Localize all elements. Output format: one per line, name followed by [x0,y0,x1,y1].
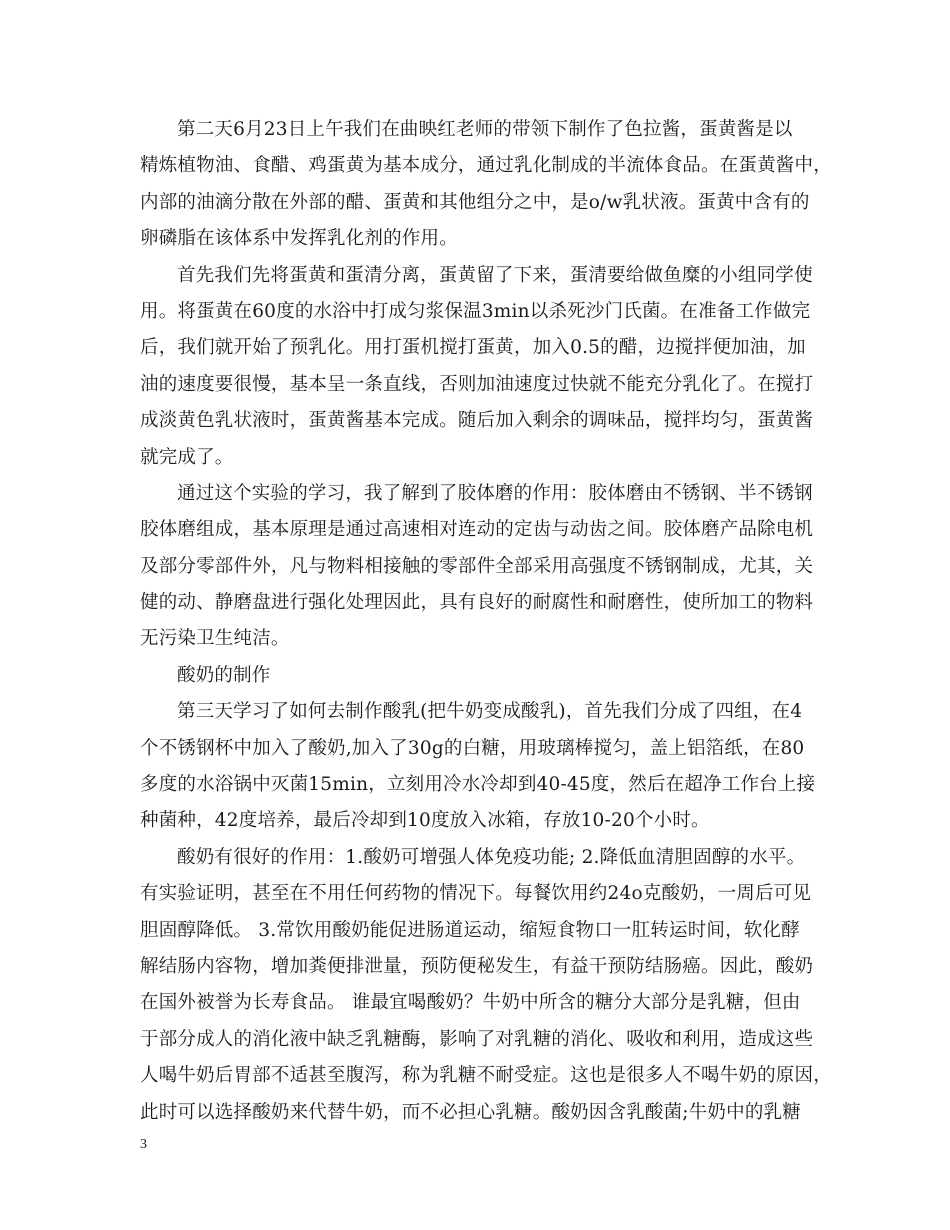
paragraph-2-line: 首先我们先将蛋黄和蛋清分离，蛋黄留了下来，蛋清要给做鱼糜的小组同学使 [177,264,813,286]
paragraph-3-line: 无污染卫生纯洁。 [140,628,290,650]
section-heading: 酸奶的制作 [177,664,271,686]
paragraph-3-line: 胶体磨组成，基本原理是通过高速相对连动的定齿与动齿之间。胶体磨产品除电机 [140,519,814,541]
paragraph-5-line: 胆固醇降低。 3.常饮用酸奶能促进肠道运动，缩短食物口一肛转运时间，软化酵 [140,919,800,941]
paragraph-3-line: 健的动、静磨盘进行强化处理因此，具有良好的耐腐性和耐磨性，使所加工的物料 [140,592,814,614]
paragraph-3-line: 通过这个实验的学习，我了解到了胶体磨的作用：胶体磨由不锈钢、半不锈钢 [177,482,813,504]
paragraph-2-line: 油的速度要很慢，基本呈一条直线，否则加油速度过快就不能充分乳化了。在搅打 [140,373,814,395]
paragraph-2-line: 后，我们就开始了预乳化。用打蛋机搅打蛋黄，加入0.5的醋，边搅拌便加油，加 [140,337,806,359]
paragraph-5-line: 此时可以选择酸奶来代替牛奶，而不必担心乳糖。酸奶因含乳酸菌;牛奶中的乳糖 [140,1101,801,1123]
paragraph-2-line: 就完成了。 [140,446,234,468]
paragraph-3-line: 及部分零部件外，凡与物料相接触的零部件全部采用高强度不锈钢制成，尤其，关 [140,555,814,577]
paragraph-1-line: 卵磷脂在该体系中发挥乳化剂的作用。 [140,228,458,250]
paragraph-2-line: 用。将蛋黄在60度的水浴中打成匀浆保温3min以杀死沙门氏菌。在准备工作做完 [140,300,811,322]
paragraph-5-line: 解结肠内容物，增加粪便排泄量，预防便秘发生，有益干预防结肠癌。因此，酸奶 [140,955,814,977]
paragraph-1-line: 精炼植物油、食醋、鸡蛋黄为基本成分，通过乳化制成的半流体食品。在蛋黄酱中， [140,155,832,177]
paragraph-5-line: 在国外被誉为长寿食品。 谁最宜喝酸奶？牛奶中所含的糖分大部分是乳糖，但由 [140,992,801,1014]
paragraph-5-line: 有实验证明，甚至在不用任何药物的情况下。每餐饮用约24o克酸奶，一周后可见 [140,883,812,905]
paragraph-1-line: 第二天6月23日上午我们在曲映红老师的带领下制作了色拉酱，蛋黄酱是以 [177,119,793,140]
paragraph-5-line: 于部分成人的消化液中缺乏乳糖酶，影响了对乳糖的消化、吸收和利用，造成这些 [140,1028,814,1050]
paragraph-4-line: 第三天学习了如何去制作酸乳(把牛奶变成酸乳)，首先我们分成了四组，在4 [177,701,803,723]
paragraph-5-line: 酸奶有很好的作用：1.酸奶可增强人体免疫功能; 2.降低血清胆固醇的水平。 [177,846,806,868]
paragraph-2-line: 成淡黄色乳状液时，蛋黄酱基本完成。随后加入剩余的调味品，搅拌均匀，蛋黄酱 [140,410,814,432]
page-number: 3 [140,1137,147,1152]
paragraph-4-line: 种菌种，42度培养，最后冷却到10度放入冰箱，存放10-20个小时。 [140,810,710,832]
paragraph-5-line: 人喝牛奶后胃部不适甚至腹泻，称为乳糖不耐受症。这也是很多人不喝牛奶的原因， [140,1065,832,1087]
paragraph-4-line: 多度的水浴锅中灭菌15min，立刻用冷水冷却到40-45度，然后在超净工作台上接 [140,774,816,796]
paragraph-1-line: 内部的油滴分散在外部的醋、蛋黄和其他组分之中，是o/w乳状液。蛋黄中含有的 [140,191,810,213]
document-body [140,112,830,1131]
paragraph-4-line: 个不锈钢杯中加入了酸奶,加入了30g的白糖，用玻璃棒搅匀，盖上铝箔纸，在80 [140,737,805,759]
